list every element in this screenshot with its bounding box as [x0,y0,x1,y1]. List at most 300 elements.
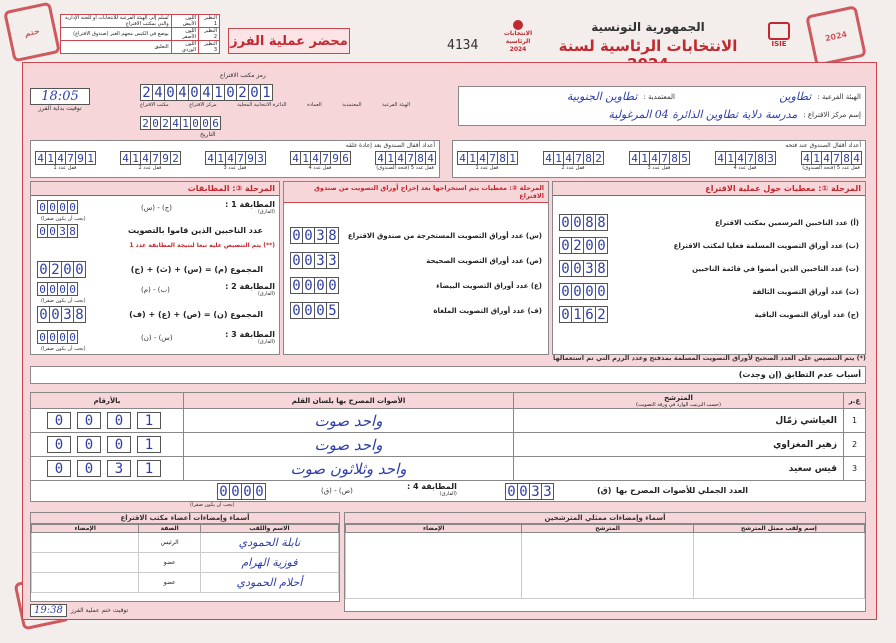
seal-label: قفل عدد 5 (فتحة الصندوق) [376,165,434,171]
digit-box: 0 [571,283,584,300]
stage2-title: المرحلة ②: معطيات يتم استخراجها بعد إخراج أوراق التصويت من صندوق الاقتراع [284,182,548,203]
stage-row [559,260,859,277]
delegation-value: تطاوين الجنوبية [566,90,638,103]
member-role: عضو [139,573,200,593]
report-title: محضر عملية الفرز [230,33,348,49]
member-signature [32,533,139,553]
digit-box: 8 [73,306,86,323]
digit-box: 0 [77,460,101,477]
digit-box: 0 [47,282,58,296]
seals-close-box [30,140,440,178]
stage2-panel [283,181,549,355]
digit-box: 0 [47,436,71,453]
election-logo-text: الانتخابات الرئاسية 2024 [503,30,533,53]
digit-box: 6 [340,151,351,165]
digit-box: 4 [395,151,406,165]
office-code-sublabel: المعتمدية [342,102,362,108]
digit-box: 1 [385,151,396,165]
digit-box: 1 [260,84,273,101]
digit-box: 0 [302,277,315,294]
digit-box: 5 [679,151,690,165]
stage-row [559,306,859,323]
digit-box: 0 [37,282,48,296]
digit-box: 0 [37,306,50,323]
candidate-digit-boxes [37,412,177,429]
digit-box: 3 [583,260,596,277]
stage1-note: (*) يتم التنصيص على العدد الصحيح لأوراق التصويت المسلمة بمدفتح وعدد الرزم التي تم استعمالها [553,354,866,362]
stage-row [559,283,859,300]
m4-label: المطابقة 4 : [407,482,457,491]
stage-row-value [290,302,338,319]
stage-row [290,252,542,269]
digit-box: 0 [241,483,254,500]
reps-panel [344,512,866,612]
digit-box: 1 [507,151,518,165]
digit-box: 0 [559,283,572,300]
digit-box: 2 [140,84,153,101]
seal-value [35,151,95,165]
candidate-row [31,409,866,433]
candidate-row [31,457,866,481]
candidate-num: 2 [844,433,866,457]
stage-row-label: (أ) عدد الناخبين المرسمين بمكتب الاقتراع [714,218,859,227]
stage-row-label: (ص) عدد أوراق التصويت الصحيحة [426,256,542,265]
stage-row-label: (ج) عدد أوراق التصويت الباقية [754,310,859,319]
digit-box: 2 [170,151,181,165]
m2-note: (يجب أن يكون صفرا) [41,298,86,304]
total-label: العدد الجملي للأصوات المصرح بها [616,486,748,495]
seal-value [801,151,861,165]
stage-row-value [559,260,607,277]
digit-box: 0 [73,261,86,278]
sum-n-label: المجموع (ن) = (ص) + (ع) + (ف) [129,310,263,319]
m2-label: المطابقة 2 : [225,282,275,291]
seal-item [629,151,689,171]
member-row [32,533,339,553]
digit-box: 8 [583,151,594,165]
office-code-label: رمز مكتب الاقتراع [220,72,266,79]
digit-box: 4 [543,151,554,165]
digit-box: 8 [583,214,596,231]
m3-note: (يجب أن يكون صفرا) [41,346,86,352]
digit-box: 7 [320,151,331,165]
col-num: ع.ر [844,393,866,409]
stage-row-value [559,214,607,231]
seal-label: قفل عدد 1 [53,165,77,171]
digit-box: 0 [107,412,131,429]
digit-box: 1 [215,151,226,165]
digit-box: 2 [571,237,584,254]
stage3-title: المرحلة ③: المطابقات [31,182,279,196]
header [0,0,896,70]
digit-box: 9 [75,151,86,165]
stage1-title: المرحلة ①: معطيات حول عملية الاقتراع [553,182,865,196]
seal-label: قفل عدد 2 [138,165,162,171]
digit-box: 7 [745,151,756,165]
digit-box: 0 [47,412,71,429]
m3-label: المطابقة 3 : [225,330,275,339]
digit-box: 0 [302,252,315,269]
candidate-name: زهير المغزاوي [514,433,844,457]
seal-item [35,151,95,171]
digit-box: 0 [559,237,572,254]
digit-box: 1 [45,151,56,165]
digit-box: 4 [55,151,66,165]
office-code-sublabel: العمادة [307,102,322,108]
stage-row-label: (ب) عدد أوراق التصويت المسلمة فعليا لمكتب الاقتراع [673,241,859,250]
digit-box: 0 [314,302,327,319]
digit-box: 1 [467,151,478,165]
seals-close-list [35,151,435,171]
seal-value [543,151,603,165]
digit-box: 0 [559,306,572,323]
candidate-votes-words: واحد صوت [184,433,514,457]
digit-box: 4 [120,151,131,165]
isie-label: ISIE [771,40,787,48]
reps-title: أسماء وإمضاءات ممثلي المترشحين [345,513,865,524]
digit-box: 0 [314,277,327,294]
candidate-num: 3 [844,457,866,481]
digit-box: 0 [107,436,131,453]
digit-box: 0 [559,260,572,277]
digit-box: 1 [212,84,225,101]
voters-label: عدد الناخبين الذين قاموا بالتصويت [127,226,263,235]
start-time-block [30,88,90,112]
digit-box: 0 [67,200,78,214]
digit-box: 4 [477,151,488,165]
digit-box: 0 [595,237,608,254]
digit-box: 7 [487,151,498,165]
legend-cell: النظير 3 [199,41,220,54]
digit-box: 0 [77,436,101,453]
office-code-labels [140,102,410,108]
seal-item [205,151,265,171]
date-label: التاريخ [200,131,216,138]
digit-box: 5 [326,302,339,319]
digit-box: 1 [639,151,650,165]
legend-cell: اللون الأبيض [171,15,198,28]
member-row [32,553,339,573]
stage-row-value [290,227,338,244]
report-title-box [228,28,350,54]
digit-box: 0 [37,261,50,278]
candidate-num: 1 [844,409,866,433]
seals-open-list [457,151,861,171]
digit-box: 0 [67,330,78,344]
members-title: أسماء وإمضاءات أعضاء مكتب الاقتراع [31,513,339,524]
digit-box: 3 [57,224,68,238]
seal-label: قفل عدد 3 [647,165,671,171]
digit-box: 1 [553,151,564,165]
digit-box: 0 [150,116,161,130]
digit-box: 3 [314,227,327,244]
digit-box: 4 [290,151,301,165]
doc-number: 4134 [447,38,479,53]
m1-formula: (ج) - (س) [141,204,172,212]
digit-box: 2 [140,116,151,130]
members-col-signature: الإمضاء [32,525,139,533]
reps-col-candidate: المترشح [522,525,693,533]
digit-box: 4 [205,151,216,165]
m1-label: المطابقة 1 : [225,200,275,209]
m4-note: (يجب أن يكون صفرا) [190,502,235,508]
m1-note: (يجب أن يكون صفرا) [41,216,86,222]
m1-sub: (الفارق) [257,209,275,215]
total-value [505,483,553,500]
digit-box: 0 [290,252,303,269]
seal-label: قفل عدد 1 [475,165,499,171]
digit-box: 3 [529,483,542,500]
legend-cell: اللون الأصفر [171,28,198,41]
isie-icon [768,22,790,40]
col-digits: بالأرقام [31,393,184,409]
digit-box: 0 [224,84,237,101]
m3-formula: (س) - (ن) [141,334,173,342]
member-role: الرئيس [139,533,200,553]
digit-box: 4 [225,151,236,165]
digit-box: 1 [137,460,161,477]
seal-label: قفل عدد 5 (فتحة الصندوق) [802,165,860,171]
digit-box: 0 [583,283,596,300]
digit-box: 7 [150,151,161,165]
stage-row [559,214,859,231]
digit-box: 0 [57,330,68,344]
seals-close-title: أعداد أقفال الصندوق بعد إعادة غلقه [345,142,435,149]
legend-row [61,15,220,28]
digit-box: 0 [290,227,303,244]
digit-box: 0 [47,200,58,214]
sum-m-value [37,261,85,278]
reps-table [345,524,865,599]
seal-item [120,151,180,171]
digit-box: 1 [137,436,161,453]
totals-box [30,480,866,502]
instance-label: الهيئة الفرعية : [817,92,861,101]
candidate-votes-digits [31,433,184,457]
m2-formula: (ب) - (م) [141,286,170,294]
seal-value [205,151,265,165]
seal-label: قفل عدد 3 [223,165,247,171]
digit-box: 0 [49,306,62,323]
candidate-digit-boxes [37,436,177,453]
official-stamp-top-right: 2024 [805,5,867,67]
stage2-rows [284,203,548,319]
candidates-table [30,392,866,481]
digit-box: 4 [629,151,640,165]
stage-row [290,277,542,294]
office-code-digits [140,84,272,101]
digit-box: 1 [811,151,822,165]
location-box [458,86,866,126]
digit-box: 4 [35,151,46,165]
digit-box: 3 [314,252,327,269]
digit-box: 8 [326,227,339,244]
digit-box: 4 [375,151,386,165]
legend-cell: تُسلم إلى الهيئة الفرعية للانتخابات أو للجنة الإدارية والتي بمكتب الاقتراع [61,15,172,28]
digit-box: 2 [49,261,62,278]
digit-box: 0 [217,483,230,500]
stage-row-label: (ث) عدد أوراق التصويت التالفة [752,287,859,296]
sum-n-value [37,306,85,323]
m2-sub: (الفارق) [257,291,275,297]
m2-value [37,282,77,296]
stage-row-label: (ع) عدد أوراق التصويت البيضاء [436,281,542,290]
digit-box: 3 [255,151,266,165]
members-panel [30,512,340,602]
digit-box: 4 [735,151,746,165]
digit-box: 0 [253,483,266,500]
end-time-label: توقيت ختم عملية الفرز [70,607,129,614]
candidate-votes-words: واحد وثلاثون صوت [184,457,514,481]
members-col-name: الاسم واللقب [200,525,338,533]
color-legend-table [60,14,220,54]
digit-box: 4 [170,116,181,130]
election-logo [498,20,538,62]
total-key: (ق) [597,486,612,495]
stage-row-value [290,277,338,294]
digit-box: 0 [37,330,48,344]
digit-box: 8 [67,224,78,238]
col-words: الأصوات المصرح بها بلسان القلم [184,393,514,409]
seal-value [120,151,180,165]
instance-value: تطاوين [779,90,812,103]
col-name-label: المترشح [664,393,693,402]
stage3-panel [30,181,280,355]
member-signature [32,573,139,593]
seal-value [715,151,775,165]
digit-box: 4 [851,151,862,165]
seal-value [629,151,689,165]
center-label: إسم مركز الاقتراع : [803,110,861,119]
seal-item [801,151,861,171]
digit-box: 0 [188,84,201,101]
digit-box: 3 [107,460,131,477]
legend-row [61,28,220,41]
digit-box: 7 [659,151,670,165]
digit-box: 9 [160,151,171,165]
legend-cell: يوضع في الكيس مجهم الغير (صندوق الاقتراع) [61,28,172,41]
digit-box: 3 [541,483,554,500]
seal-item [543,151,603,171]
election-title: الانتخابات الرئاسية لسنة [558,37,738,55]
seal-label: قفل عدد 2 [561,165,585,171]
stage-row [290,302,542,319]
office-code-sublabel: مكتب الاقتراع [140,102,169,108]
m4-sub: (الفارق) [439,491,457,497]
reps-col-signature: الإمضاء [346,525,522,533]
seal-label: قفل عدد 4 [733,165,757,171]
digit-box: 1 [85,151,96,165]
stage-row [559,237,859,254]
digit-box: 0 [77,412,101,429]
digit-box: 7 [405,151,416,165]
reps-col-rep-name: إسم ولقب ممثل المترشح [693,525,864,533]
stage-row-value [559,283,607,300]
candidate-votes-words: واحد صوت [184,409,514,433]
discrepancy-box [30,366,866,384]
seal-value [457,151,517,165]
member-signature [32,553,139,573]
end-time-value: 19:38 [30,604,67,617]
digit-box: 0 [57,282,68,296]
digit-box: 8 [595,214,608,231]
stage-row-value [559,237,607,254]
candidate-digit-boxes [37,460,177,477]
digit-box: 8 [669,151,680,165]
voters-value [37,224,77,238]
delegation-label: المعتمدية : [643,92,675,101]
digit-box: 0 [57,200,68,214]
official-stamp-top-left: ختم [3,2,61,63]
stage-row-label: (ت) عدد الناخبين الذين أمضوا في قائمة الناخبين [692,264,859,273]
m4-value [217,483,265,500]
digit-box: 2 [236,84,249,101]
digit-box: 0 [37,224,48,238]
digit-box: 0 [505,483,518,500]
legend-cell: النظير 2 [199,28,220,41]
digit-box: 1 [725,151,736,165]
col-name-sub: (حسب الترتيب الوارد في ورقة التصويت) [636,401,721,408]
seal-value [290,151,350,165]
digit-box: 0 [571,260,584,277]
members-table [31,524,339,593]
digit-box: 0 [47,460,71,477]
digit-box: 0 [290,277,303,294]
digit-box: 0 [571,214,584,231]
country-title: الجمهورية التونسية [591,20,705,34]
digit-box: 4 [140,151,151,165]
stage1-panel [552,181,866,355]
member-name: نابلة الحمودي [200,533,338,553]
digit-box: 4 [176,84,189,101]
digit-box: 4 [457,151,468,165]
digit-box: 4 [563,151,574,165]
seals-open-title: أعداد أقفال الصندوق عند فتحه [785,142,861,149]
digit-box: 9 [330,151,341,165]
digit-box: 4 [425,151,436,165]
legend-cell: التعليق [61,41,172,54]
discrepancy-label: أسباب عدم التطابق (إن وجدت) [738,370,861,379]
seal-item [290,151,350,171]
stage-row [290,227,542,244]
digit-box: 0 [595,283,608,300]
office-code-sublabel: الهيئة الفرعية [382,102,410,108]
m4-formula: (ص) - (ق) [321,487,353,495]
date-digits [140,116,220,130]
digit-box: 9 [245,151,256,165]
digit-box: 4 [821,151,832,165]
candidate-name: قيس سعيد [514,457,844,481]
candidate-name: العياشي زمّال [514,409,844,433]
digit-box: 1 [180,116,191,130]
sum-m-label: المجموع (م) = (س) + (ث) + (ج) [130,265,263,274]
digit-box: 1 [571,306,584,323]
seals-open-box [452,140,866,178]
digit-box: 0 [326,277,339,294]
stage-row-label: (ف) عدد أوراق التصويت الملغاة [433,306,542,315]
candidate-votes-digits [31,409,184,433]
digit-box: 0 [47,224,58,238]
stage-row-label: (س) عدد أوراق التصويت المستخرجة من صندوق الاقتراع [347,231,542,240]
candidate-votes-digits [31,457,184,481]
digit-box: 4 [649,151,660,165]
digit-box: 4 [715,151,726,165]
member-role: عضو [139,553,200,573]
digit-box: 0 [61,261,74,278]
stage1-rows [553,196,865,323]
digit-box: 7 [831,151,842,165]
stage-row-value [290,252,338,269]
